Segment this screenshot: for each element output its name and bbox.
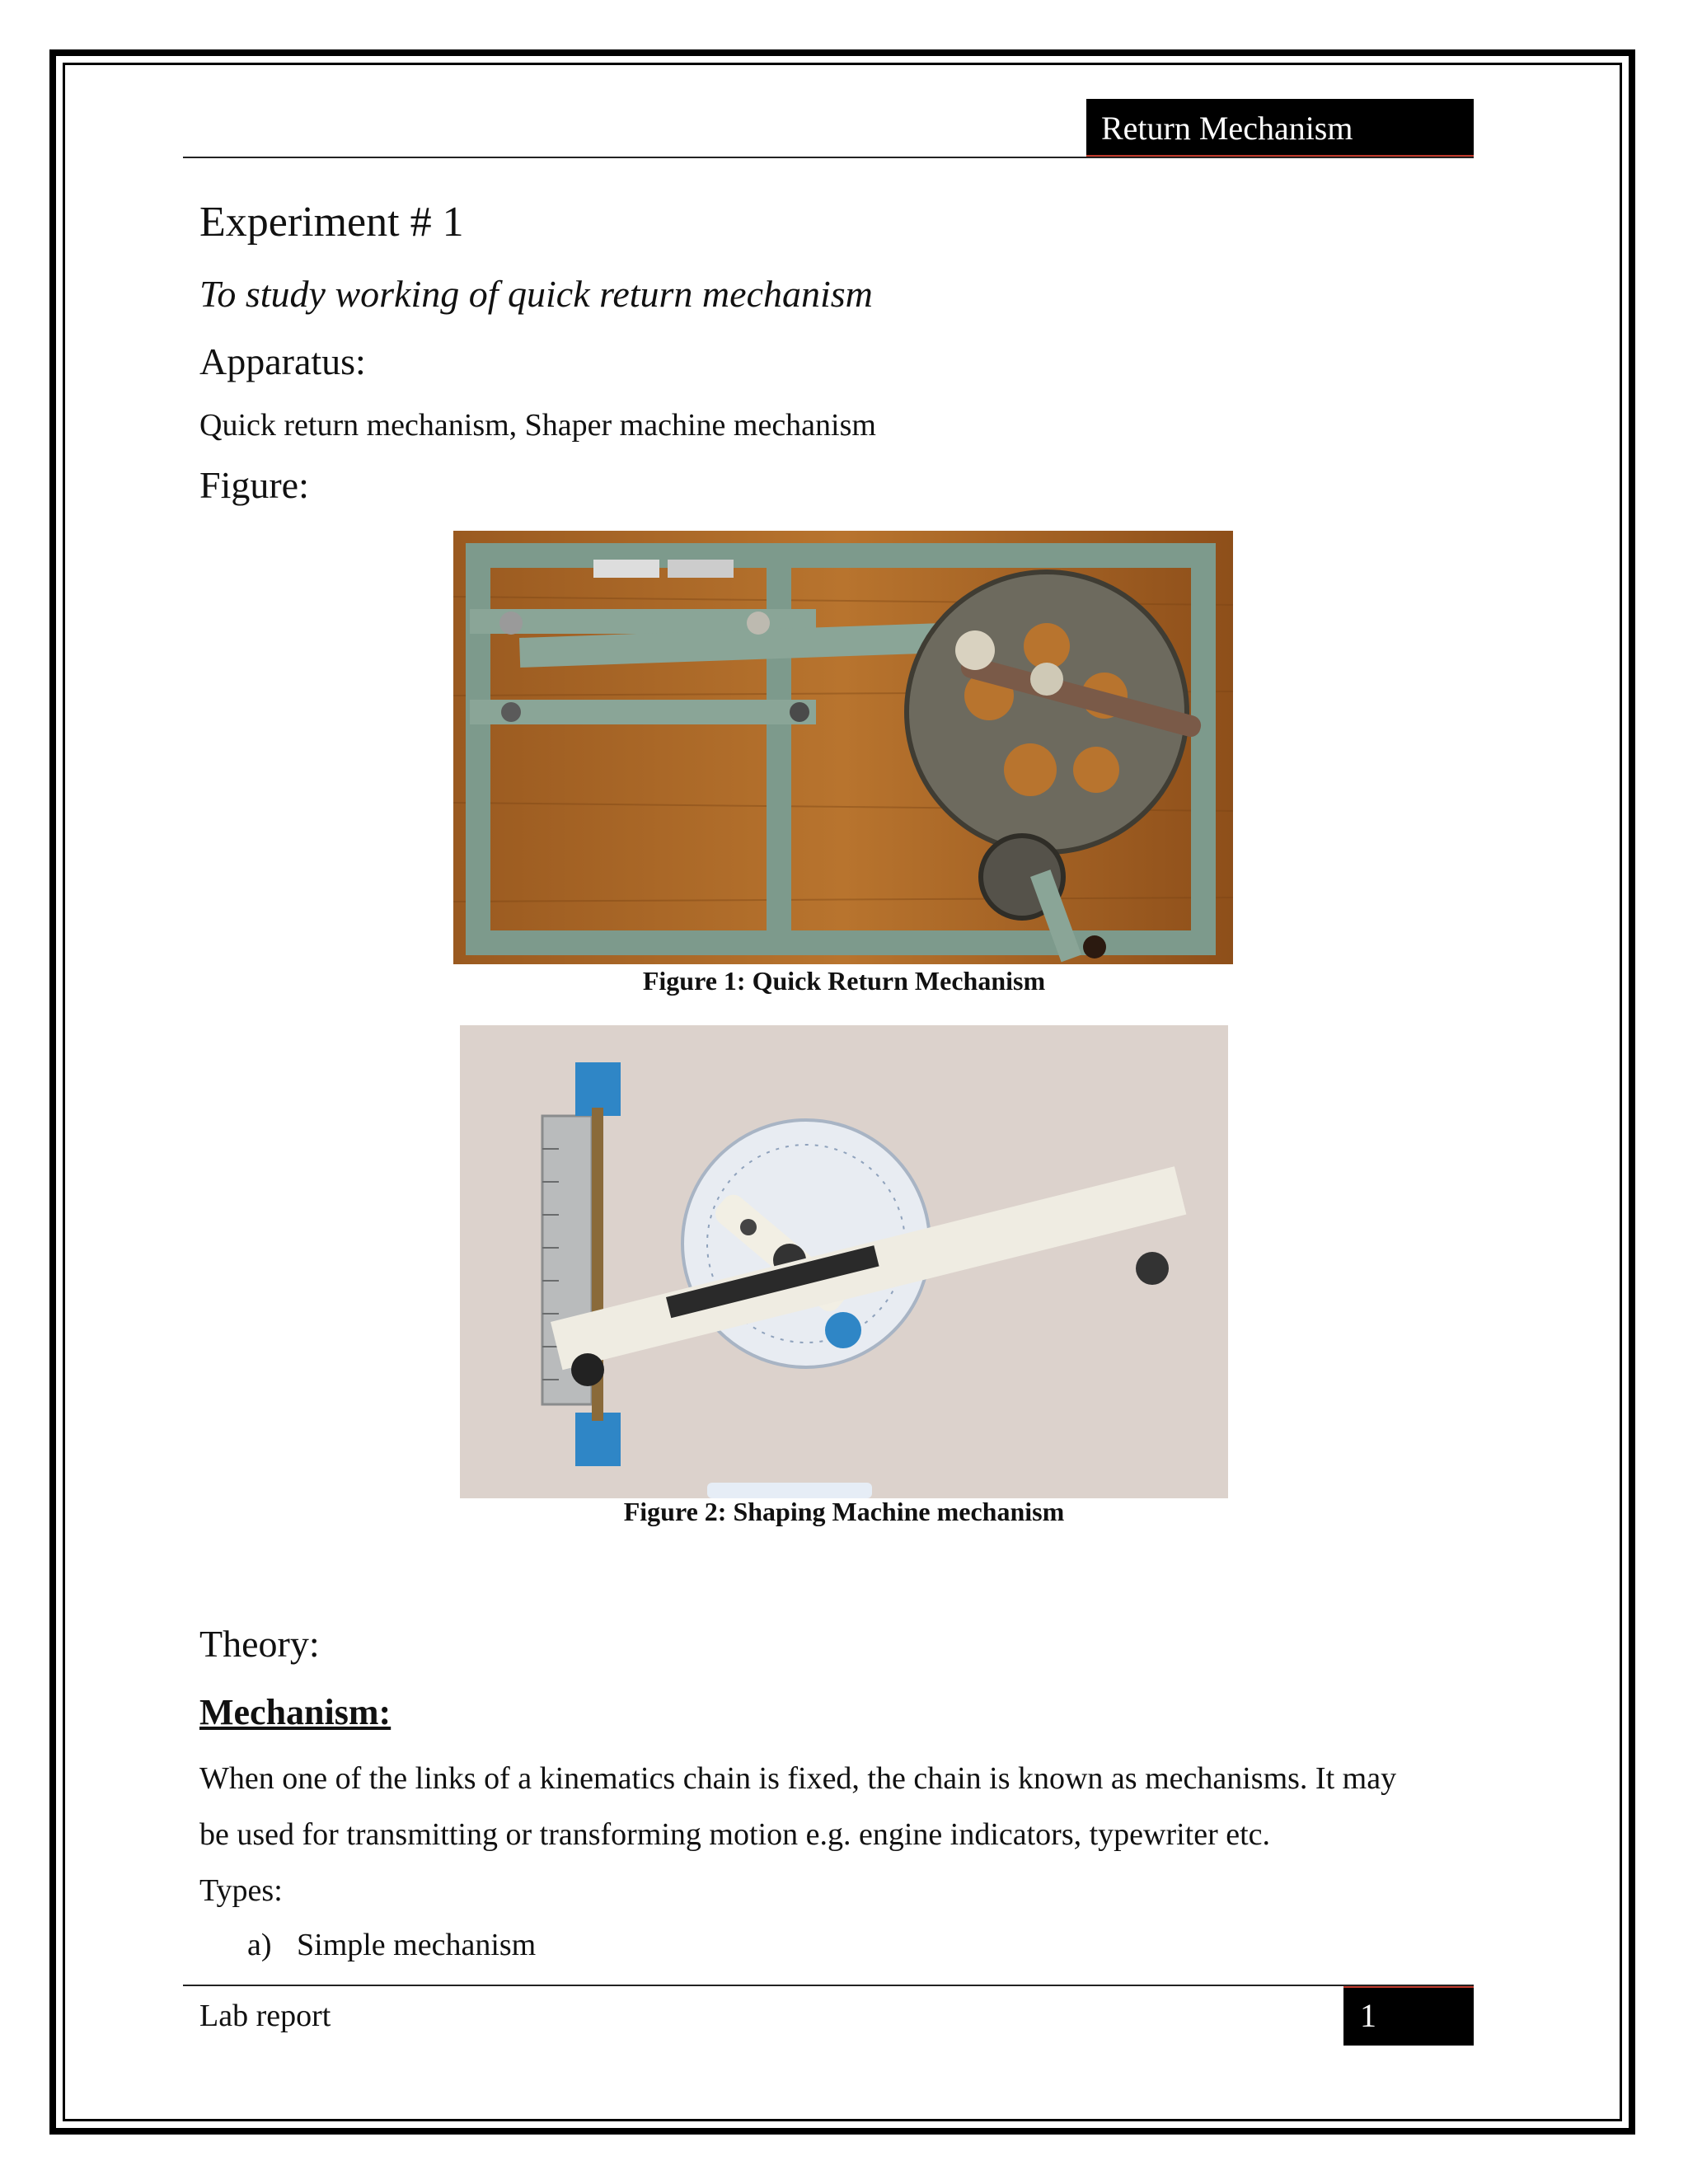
list-item-text: Simple mechanism	[297, 1928, 537, 1962]
footer-label: Lab report	[199, 1999, 331, 2033]
header-rule	[183, 157, 1474, 158]
header-title: Return Mechanism	[1101, 110, 1353, 147]
page-number: 1	[1360, 1997, 1376, 2034]
types-label: Types:	[199, 1873, 283, 1908]
theory-paragraph-line1: When one of the links of a kinematics chain is fixed, the chain is known as mechanisms. It may	[199, 1761, 1397, 1796]
apparatus-text: Quick return mechanism, Shaper machine mechanism	[199, 408, 876, 443]
theory-paragraph-line2: be used for transmitting or transforming motion e.g. engine indicators, typewriter etc.	[199, 1817, 1271, 1852]
figure-1-caption: Figure 1: Quick Return Mechanism	[642, 966, 1046, 996]
figure-1-image	[453, 531, 1233, 964]
list-marker: a)	[247, 1928, 272, 1962]
theory-heading: Theory:	[199, 1623, 320, 1665]
page-number-box	[1343, 1986, 1474, 2046]
mechanism-heading: Mechanism:	[199, 1692, 392, 1732]
figure-heading: Figure:	[199, 464, 309, 506]
apparatus-heading: Apparatus:	[199, 340, 366, 382]
shaping-machine-mechanism-illustration	[460, 1025, 1228, 1498]
header-title-box	[1086, 99, 1474, 157]
figure-2-image	[460, 1025, 1228, 1498]
experiment-objective: To study working of quick return mechanism	[199, 273, 873, 315]
footer-rule	[183, 1985, 1474, 1986]
list-item	[247, 1927, 536, 1963]
experiment-title: Experiment # 1	[199, 199, 464, 246]
quick-return-mechanism-illustration	[453, 531, 1233, 964]
figure-2-caption: Figure 2: Shaping Machine mechanism	[623, 1497, 1065, 1526]
